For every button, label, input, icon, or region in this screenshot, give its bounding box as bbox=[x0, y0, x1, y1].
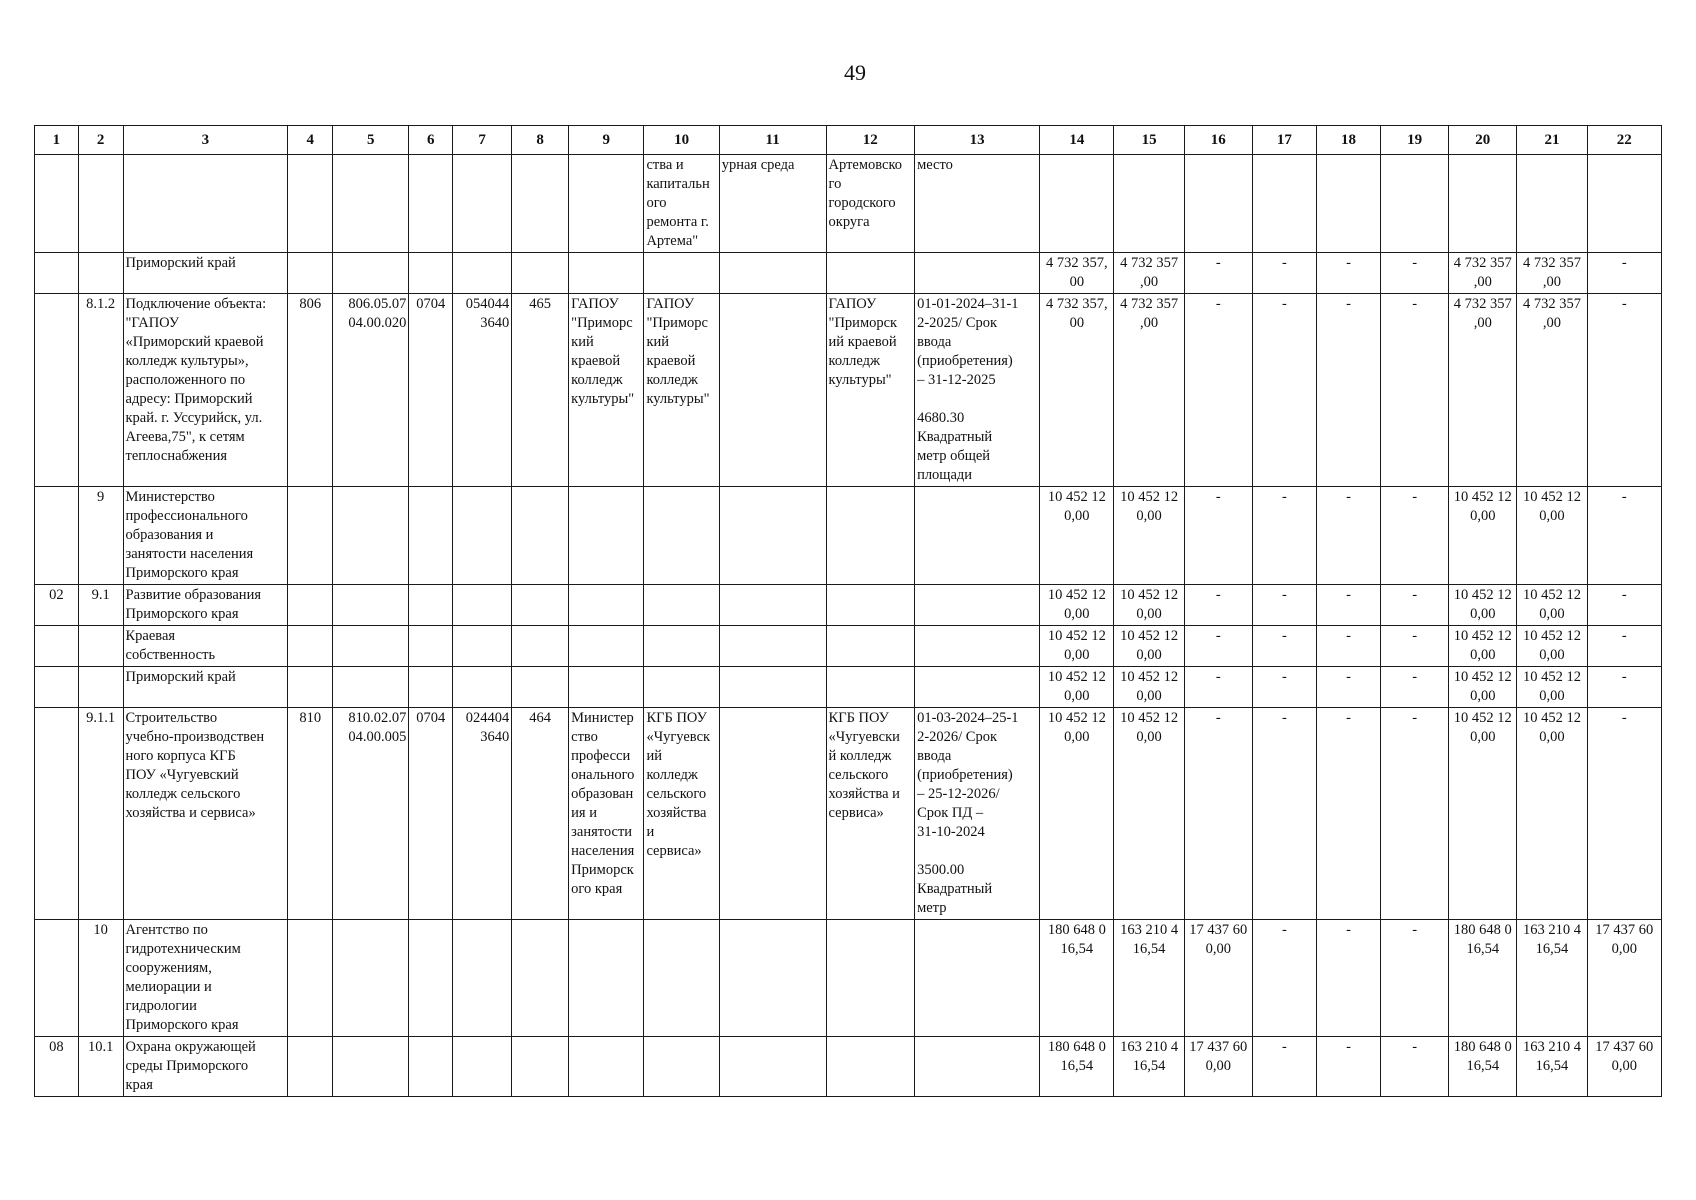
table-cell bbox=[719, 585, 826, 626]
column-header-11: 11 bbox=[719, 126, 826, 155]
table-cell bbox=[288, 155, 333, 253]
table-cell: 10 452 12 0,00 bbox=[1517, 585, 1587, 626]
table-cell: Развитие образования Приморского края bbox=[123, 585, 288, 626]
table-cell bbox=[569, 585, 644, 626]
table-cell: - bbox=[1252, 1037, 1316, 1097]
table-cell: урная среда bbox=[719, 155, 826, 253]
table-cell bbox=[453, 667, 512, 708]
table-cell: 4 732 357 ,00 bbox=[1517, 253, 1587, 294]
table-cell bbox=[288, 667, 333, 708]
table-cell bbox=[333, 487, 409, 585]
table-cell: 0704 bbox=[409, 294, 453, 487]
table-cell: - bbox=[1316, 585, 1380, 626]
table-cell: 024404 3640 bbox=[453, 708, 512, 920]
table-cell bbox=[512, 1037, 569, 1097]
table-cell: - bbox=[1587, 626, 1661, 667]
table-cell: 0704 bbox=[409, 708, 453, 920]
table-cell: 10.1 bbox=[78, 1037, 123, 1097]
table-cell bbox=[409, 920, 453, 1037]
table-row bbox=[35, 667, 1662, 708]
table-cell: Приморский край bbox=[123, 667, 288, 708]
table-cell: 10 452 12 0,00 bbox=[1040, 708, 1114, 920]
table-cell: место bbox=[915, 155, 1040, 253]
table-cell: ГАПОУ "Приморск ий краевой колледж культуры" bbox=[826, 294, 915, 487]
table-cell bbox=[569, 667, 644, 708]
table-cell: 10 452 12 0,00 bbox=[1040, 585, 1114, 626]
table-cell bbox=[826, 920, 915, 1037]
table-cell: 180 648 0 16,54 bbox=[1449, 920, 1517, 1037]
table-cell: - bbox=[1252, 626, 1316, 667]
table-row bbox=[35, 626, 1662, 667]
table-cell bbox=[409, 626, 453, 667]
table-cell: 4 732 357, 00 bbox=[1040, 294, 1114, 487]
column-header-9: 9 bbox=[569, 126, 644, 155]
table-cell bbox=[1114, 155, 1184, 253]
table-cell bbox=[333, 1037, 409, 1097]
table-cell: - bbox=[1252, 708, 1316, 920]
table-cell bbox=[512, 253, 569, 294]
table-cell bbox=[915, 1037, 1040, 1097]
table-cell bbox=[512, 667, 569, 708]
table-cell bbox=[453, 626, 512, 667]
table-cell: - bbox=[1316, 253, 1380, 294]
table-cell bbox=[35, 253, 79, 294]
table-cell: 17 437 60 0,00 bbox=[1587, 920, 1661, 1037]
table-cell: 10 452 12 0,00 bbox=[1040, 667, 1114, 708]
column-header-2: 2 bbox=[78, 126, 123, 155]
column-header-4: 4 bbox=[288, 126, 333, 155]
table-cell bbox=[453, 920, 512, 1037]
column-header-16: 16 bbox=[1184, 126, 1252, 155]
table-cell: 4 732 357 ,00 bbox=[1517, 294, 1587, 487]
table-cell bbox=[1449, 155, 1517, 253]
table-cell: 10 452 12 0,00 bbox=[1040, 626, 1114, 667]
table-cell bbox=[35, 920, 79, 1037]
table-cell: - bbox=[1587, 294, 1661, 487]
column-header-8: 8 bbox=[512, 126, 569, 155]
table-cell: 10 452 12 0,00 bbox=[1517, 487, 1587, 585]
table-cell bbox=[288, 253, 333, 294]
table-cell: 4 732 357 ,00 bbox=[1114, 253, 1184, 294]
table-cell bbox=[1252, 155, 1316, 253]
table-cell: - bbox=[1316, 667, 1380, 708]
table-cell: - bbox=[1316, 487, 1380, 585]
table-cell: - bbox=[1381, 708, 1449, 920]
column-header-20: 20 bbox=[1449, 126, 1517, 155]
table-cell: 8.1.2 bbox=[78, 294, 123, 487]
table-cell: ГАПОУ "Приморс кий краевой колледж культуры" bbox=[569, 294, 644, 487]
table-cell: 810 bbox=[288, 708, 333, 920]
table-cell: - bbox=[1316, 626, 1380, 667]
table-row bbox=[35, 487, 1662, 585]
table-cell bbox=[512, 155, 569, 253]
table-row bbox=[35, 155, 1662, 253]
table-cell: 464 bbox=[512, 708, 569, 920]
table-cell bbox=[453, 155, 512, 253]
table-cell: 806.05.07 04.00.020 bbox=[333, 294, 409, 487]
table-cell bbox=[35, 487, 79, 585]
table-cell bbox=[915, 920, 1040, 1037]
table-cell: - bbox=[1381, 626, 1449, 667]
table-cell: 10 452 12 0,00 bbox=[1114, 626, 1184, 667]
table-cell: 054044 3640 bbox=[453, 294, 512, 487]
column-header-19: 19 bbox=[1381, 126, 1449, 155]
table-cell: 9 bbox=[78, 487, 123, 585]
table-cell bbox=[453, 1037, 512, 1097]
table-cell: - bbox=[1252, 920, 1316, 1037]
table-cell: Охрана окружающей среды Приморского края bbox=[123, 1037, 288, 1097]
table-cell: Приморский край bbox=[123, 253, 288, 294]
column-header-5: 5 bbox=[333, 126, 409, 155]
table-cell: - bbox=[1381, 253, 1449, 294]
table-cell: - bbox=[1184, 585, 1252, 626]
table-cell bbox=[719, 667, 826, 708]
table-cell: ГАПОУ "Приморс кий краевой колледж культуры" bbox=[644, 294, 719, 487]
table-cell: 01-03-2024–25-1 2-2026/ Срок ввода (приобретения) – 25-12-2026/ Срок ПД – 31-10-2024 3500.00 Квадратный метр bbox=[915, 708, 1040, 920]
table-cell bbox=[719, 1037, 826, 1097]
table-cell bbox=[512, 626, 569, 667]
table-cell: - bbox=[1381, 920, 1449, 1037]
table-cell bbox=[453, 487, 512, 585]
table-cell: - bbox=[1587, 487, 1661, 585]
table-cell: - bbox=[1252, 487, 1316, 585]
table-cell bbox=[826, 585, 915, 626]
table-cell: - bbox=[1252, 294, 1316, 487]
table-cell: - bbox=[1184, 487, 1252, 585]
table-cell: 806 bbox=[288, 294, 333, 487]
table-cell bbox=[1517, 155, 1587, 253]
table-cell: - bbox=[1316, 294, 1380, 487]
table-cell bbox=[826, 253, 915, 294]
table-cell: 10 452 12 0,00 bbox=[1449, 487, 1517, 585]
page-number: 49 bbox=[844, 60, 866, 85]
table-cell: 10 452 12 0,00 bbox=[1114, 667, 1184, 708]
table-cell bbox=[644, 626, 719, 667]
table-cell: 465 bbox=[512, 294, 569, 487]
table-cell: 08 bbox=[35, 1037, 79, 1097]
table-cell: 4 732 357, 00 bbox=[1040, 253, 1114, 294]
table-cell bbox=[288, 487, 333, 585]
column-header-12: 12 bbox=[826, 126, 915, 155]
table-cell: 163 210 4 16,54 bbox=[1517, 920, 1587, 1037]
table-cell: 10 bbox=[78, 920, 123, 1037]
table-cell bbox=[569, 1037, 644, 1097]
table-cell: - bbox=[1316, 920, 1380, 1037]
column-header-15: 15 bbox=[1114, 126, 1184, 155]
table-cell bbox=[333, 626, 409, 667]
column-header-21: 21 bbox=[1517, 126, 1587, 155]
table-cell bbox=[644, 920, 719, 1037]
column-header-14: 14 bbox=[1040, 126, 1114, 155]
table-cell: - bbox=[1587, 585, 1661, 626]
table-cell: 10 452 12 0,00 bbox=[1517, 667, 1587, 708]
table-cell: 4 732 357 ,00 bbox=[1114, 294, 1184, 487]
table-cell bbox=[569, 253, 644, 294]
table-cell: 10 452 12 0,00 bbox=[1040, 487, 1114, 585]
table-cell: 17 437 60 0,00 bbox=[1184, 1037, 1252, 1097]
table-row bbox=[35, 920, 1662, 1037]
table-cell: - bbox=[1252, 253, 1316, 294]
table-cell: - bbox=[1184, 708, 1252, 920]
table-cell bbox=[288, 920, 333, 1037]
table-cell bbox=[78, 155, 123, 253]
table-row bbox=[35, 1037, 1662, 1097]
table-cell: - bbox=[1587, 253, 1661, 294]
column-header-7: 7 bbox=[453, 126, 512, 155]
table-cell: 9.1.1 bbox=[78, 708, 123, 920]
table-cell: - bbox=[1252, 667, 1316, 708]
table-cell: Артемовско го городского округа bbox=[826, 155, 915, 253]
table-row bbox=[35, 294, 1662, 487]
table-cell bbox=[915, 626, 1040, 667]
table-cell bbox=[453, 253, 512, 294]
table-cell bbox=[644, 253, 719, 294]
table-cell bbox=[915, 585, 1040, 626]
table-cell bbox=[333, 920, 409, 1037]
table-cell bbox=[333, 155, 409, 253]
table-cell: - bbox=[1381, 585, 1449, 626]
table-cell bbox=[569, 626, 644, 667]
table-cell bbox=[915, 253, 1040, 294]
table-cell bbox=[719, 708, 826, 920]
table-cell: 17 437 60 0,00 bbox=[1184, 920, 1252, 1037]
table-cell bbox=[78, 626, 123, 667]
table-cell bbox=[288, 1037, 333, 1097]
table-cell bbox=[333, 253, 409, 294]
table-cell bbox=[826, 626, 915, 667]
table-cell bbox=[35, 626, 79, 667]
column-header-22: 22 bbox=[1587, 126, 1661, 155]
table-cell: Подключение объекта: "ГАПОУ «Приморский краевой колледж культуры», расположенного по адресу: Приморский край. г. Уссурийск, ул. Агеева,75", к сетям теплоснабжения bbox=[123, 294, 288, 487]
table-cell bbox=[719, 920, 826, 1037]
table-cell bbox=[644, 667, 719, 708]
table-cell bbox=[409, 253, 453, 294]
table-cell bbox=[288, 585, 333, 626]
table-cell bbox=[409, 1037, 453, 1097]
column-header-10: 10 bbox=[644, 126, 719, 155]
table-cell: - bbox=[1252, 585, 1316, 626]
table-cell bbox=[35, 155, 79, 253]
table-cell bbox=[826, 487, 915, 585]
table-cell: 17 437 60 0,00 bbox=[1587, 1037, 1661, 1097]
table-cell: - bbox=[1381, 294, 1449, 487]
table-cell: 10 452 12 0,00 bbox=[1517, 708, 1587, 920]
table-cell bbox=[409, 585, 453, 626]
table-cell bbox=[644, 585, 719, 626]
table-cell: - bbox=[1184, 294, 1252, 487]
table-cell bbox=[409, 487, 453, 585]
table-cell: Министер ство професси онального образован ия и занятости населения Приморск ого края bbox=[569, 708, 644, 920]
table-cell bbox=[78, 253, 123, 294]
table-cell bbox=[1587, 155, 1661, 253]
table-cell: 163 210 4 16,54 bbox=[1517, 1037, 1587, 1097]
table-cell: 10 452 12 0,00 bbox=[1114, 585, 1184, 626]
table-cell: Агентство по гидротехническим сооружениям, мелиорации и гидрологии Приморского края bbox=[123, 920, 288, 1037]
table-header-row bbox=[35, 126, 1662, 155]
column-header-3: 3 bbox=[123, 126, 288, 155]
table-cell bbox=[1040, 155, 1114, 253]
budget-table bbox=[34, 125, 1662, 1097]
table-cell bbox=[78, 667, 123, 708]
table-cell: - bbox=[1381, 1037, 1449, 1097]
table-cell: 4 732 357 ,00 bbox=[1449, 294, 1517, 487]
table-cell bbox=[644, 1037, 719, 1097]
table-cell bbox=[35, 708, 79, 920]
table-cell: 10 452 12 0,00 bbox=[1114, 708, 1184, 920]
table-cell: 01-01-2024–31-1 2-2025/ Срок ввода (приобретения) – 31-12-2025 4680.30 Квадратный метр общей площади bbox=[915, 294, 1040, 487]
table-cell bbox=[569, 487, 644, 585]
table-cell bbox=[915, 667, 1040, 708]
table-cell bbox=[453, 585, 512, 626]
table-cell: 180 648 0 16,54 bbox=[1449, 1037, 1517, 1097]
table-cell: Краевая собственность bbox=[123, 626, 288, 667]
table-cell: 180 648 0 16,54 bbox=[1040, 920, 1114, 1037]
table-cell bbox=[644, 487, 719, 585]
table-cell bbox=[826, 1037, 915, 1097]
table-cell bbox=[35, 667, 79, 708]
table-cell: - bbox=[1316, 1037, 1380, 1097]
table-cell bbox=[35, 294, 79, 487]
table-cell: Министерство профессионального образования и занятости населения Приморского края bbox=[123, 487, 288, 585]
table-cell bbox=[1184, 155, 1252, 253]
table-row bbox=[35, 708, 1662, 920]
table-cell: 4 732 357 ,00 bbox=[1449, 253, 1517, 294]
table-cell bbox=[333, 667, 409, 708]
table-cell bbox=[719, 294, 826, 487]
table-cell: 10 452 12 0,00 bbox=[1449, 667, 1517, 708]
table-cell: - bbox=[1587, 708, 1661, 920]
table-cell bbox=[719, 626, 826, 667]
table-cell bbox=[826, 667, 915, 708]
table-cell bbox=[333, 585, 409, 626]
column-header-17: 17 bbox=[1252, 126, 1316, 155]
table-cell: 180 648 0 16,54 bbox=[1040, 1037, 1114, 1097]
table-cell bbox=[569, 920, 644, 1037]
table-cell: - bbox=[1587, 667, 1661, 708]
table-row bbox=[35, 253, 1662, 294]
table-cell bbox=[512, 920, 569, 1037]
table-cell: 10 452 12 0,00 bbox=[1449, 626, 1517, 667]
table-cell: 10 452 12 0,00 bbox=[1449, 585, 1517, 626]
column-header-13: 13 bbox=[915, 126, 1040, 155]
column-header-18: 18 bbox=[1316, 126, 1380, 155]
table-cell bbox=[1316, 155, 1380, 253]
table-cell: 02 bbox=[35, 585, 79, 626]
table-cell: - bbox=[1316, 708, 1380, 920]
table-cell: - bbox=[1184, 667, 1252, 708]
table-cell bbox=[512, 585, 569, 626]
table-cell: КГБ ПОУ «Чугуевски й колледж сельского хозяйства и сервиса» bbox=[826, 708, 915, 920]
table-cell bbox=[409, 155, 453, 253]
table-cell bbox=[409, 667, 453, 708]
table-cell: - bbox=[1184, 626, 1252, 667]
table-cell: - bbox=[1184, 253, 1252, 294]
column-header-6: 6 bbox=[409, 126, 453, 155]
table-cell bbox=[569, 155, 644, 253]
table-cell bbox=[1381, 155, 1449, 253]
table-cell bbox=[719, 487, 826, 585]
table-cell: - bbox=[1381, 667, 1449, 708]
table-cell: 10 452 12 0,00 bbox=[1449, 708, 1517, 920]
column-header-1: 1 bbox=[35, 126, 79, 155]
table-cell: 10 452 12 0,00 bbox=[1517, 626, 1587, 667]
table-cell: 163 210 4 16,54 bbox=[1114, 1037, 1184, 1097]
table-cell: Строительство учебно-производствен ного корпуса КГБ ПОУ «Чугуевский колледж сельского хозяйства и сервиса» bbox=[123, 708, 288, 920]
table-cell: 810.02.07 04.00.005 bbox=[333, 708, 409, 920]
table-cell: ства и капитальн ого ремонта г. Артема" bbox=[644, 155, 719, 253]
table-row bbox=[35, 585, 1662, 626]
table-cell: - bbox=[1381, 487, 1449, 585]
table-cell: 9.1 bbox=[78, 585, 123, 626]
table-cell bbox=[719, 253, 826, 294]
table-cell bbox=[512, 487, 569, 585]
table-cell: 10 452 12 0,00 bbox=[1114, 487, 1184, 585]
table-cell: 163 210 4 16,54 bbox=[1114, 920, 1184, 1037]
table-cell: КГБ ПОУ «Чугуевск ий колледж сельского хозяйства и сервиса» bbox=[644, 708, 719, 920]
table-cell bbox=[123, 155, 288, 253]
table-cell bbox=[915, 487, 1040, 585]
table-cell bbox=[288, 626, 333, 667]
